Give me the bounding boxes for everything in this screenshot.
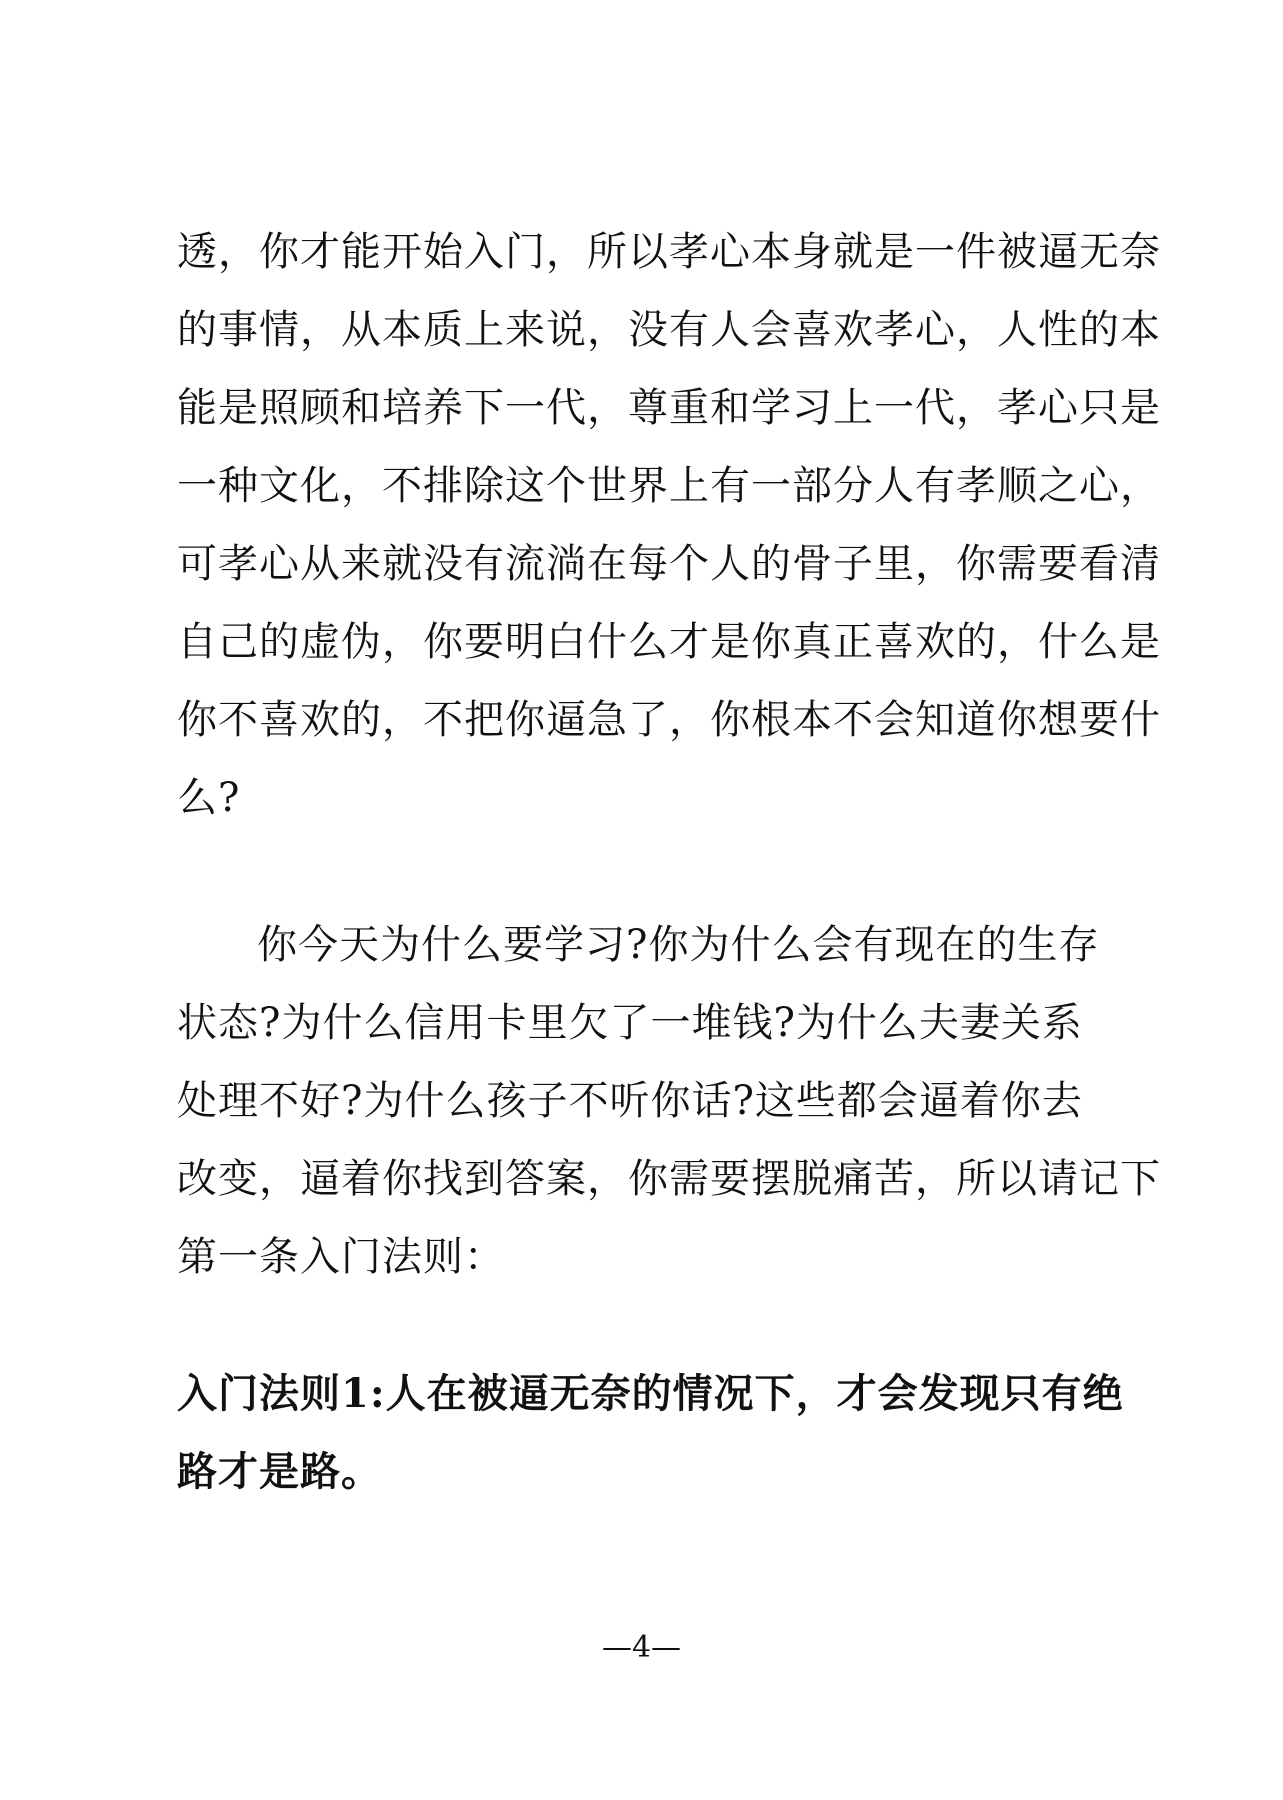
paragraph-2-line: 状态?为什么信用卡里欠了一堆钱?为什么夫妻关系	[177, 1000, 1083, 1046]
rule-statement-line: 路才是路。	[177, 1448, 382, 1495]
paragraph-1-line: 能是照顾和培养下一代，尊重和学习上一代，孝心只是	[177, 385, 1161, 431]
paragraph-1-line: 你不喜欢的，不把你逼急了，你根本不会知道你想要什	[177, 697, 1161, 743]
paragraph-2-line: 处理不好?为什么孩子不听你话?这些都会逼着你去	[177, 1078, 1083, 1124]
paragraph-1-line: 的事情，从本质上来说，没有人会喜欢孝心，人性的本	[177, 307, 1161, 353]
paragraph-2-line: 你今天为什么要学习?你为什么会有现在的生存	[257, 922, 1100, 968]
paragraph-2-line: 改变，逼着你找到答案，你需要摆脱痛苦，所以请记下	[177, 1156, 1161, 1202]
paragraph-1-line: 可孝心从来就没有流淌在每个人的骨子里，你需要看清	[177, 541, 1161, 587]
paragraph-1-line: 一种文化，不排除这个世界上有一部分人有孝顺之心，	[177, 463, 1161, 509]
page-number: —4—	[601, 1630, 682, 1665]
rule-statement-line: 入门法则1:人在被逼无奈的情况下，才会发现只有绝	[177, 1370, 1124, 1417]
paragraph-1-line: 自己的虚伪，你要明白什么才是你真正喜欢的，什么是	[177, 619, 1161, 665]
paragraph-2-line: 第一条入门法则：	[177, 1234, 505, 1280]
paragraph-1-line: 么?	[177, 775, 241, 821]
paragraph-1-line: 透，你才能开始入门，所以孝心本身就是一件被逼无奈	[177, 229, 1161, 275]
